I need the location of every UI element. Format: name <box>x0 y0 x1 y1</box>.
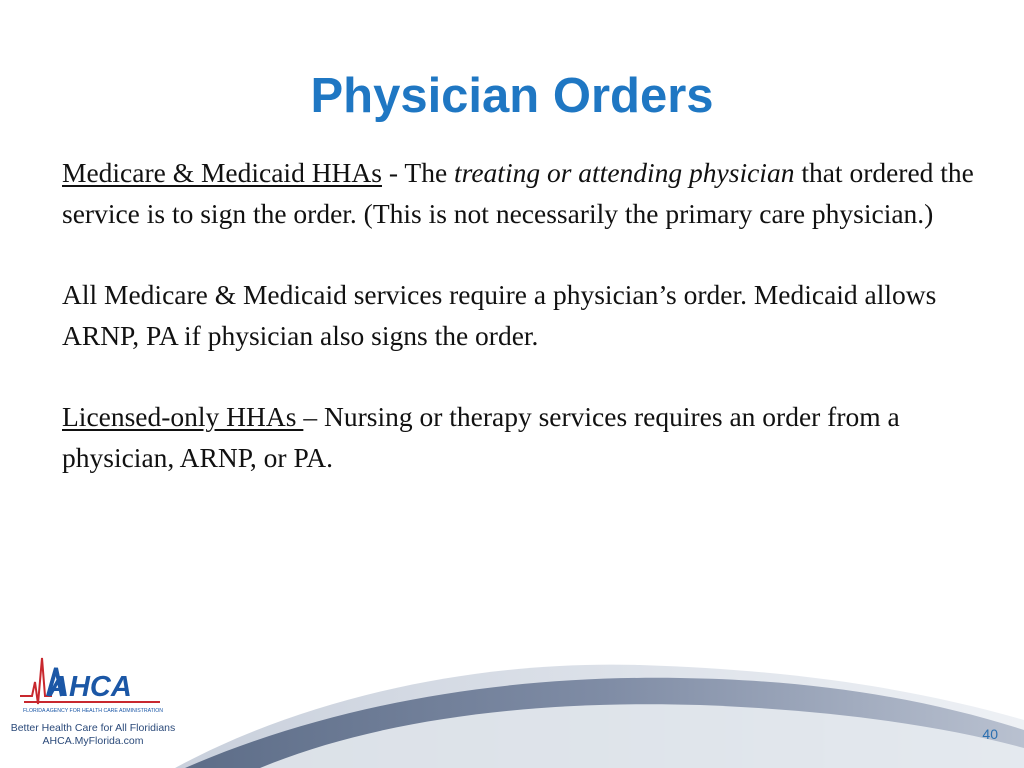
paragraph-physician-order-required <box>62 274 982 356</box>
paragraph-hha-signature <box>62 152 982 234</box>
website-text: AHCA.MyFlorida.com <box>42 735 144 747</box>
paragraph-text: - The <box>381 157 455 188</box>
paragraph-text: – Nursing or therapy services requires an order from a physician, ARNP, or PA. <box>62 401 900 473</box>
slide-body <box>62 152 982 518</box>
underlined-heading-licensed-only: Licensed-only HHAs <box>62 401 304 432</box>
logo-wordmark: AHCA <box>48 671 132 703</box>
slide-title: Physician Orders <box>310 69 714 123</box>
paragraph-text: that ordered the service is to sign the order. (This is not necessarily the primary care physician.) <box>62 157 974 229</box>
logo-tagline <box>8 722 178 748</box>
logo-subtitle: FLORIDA AGENCY FOR HEALTH CARE ADMINISTRATION <box>22 708 164 714</box>
paragraph-text: All Medicare & Medicaid services require a physician’s order. Medicaid allows ARNP, PA if physician also signs the order. <box>62 279 937 351</box>
italic-phrase: treating or attending physician <box>454 157 795 188</box>
page-number: 40 <box>982 726 998 742</box>
tagline-line: Better Health Care for All Floridians <box>10 722 176 734</box>
underlined-heading-medicare-medicaid: Medicare & Medicaid HHAs <box>62 157 382 188</box>
paragraph-licensed-only <box>62 396 982 478</box>
ahca-logo <box>18 652 168 718</box>
